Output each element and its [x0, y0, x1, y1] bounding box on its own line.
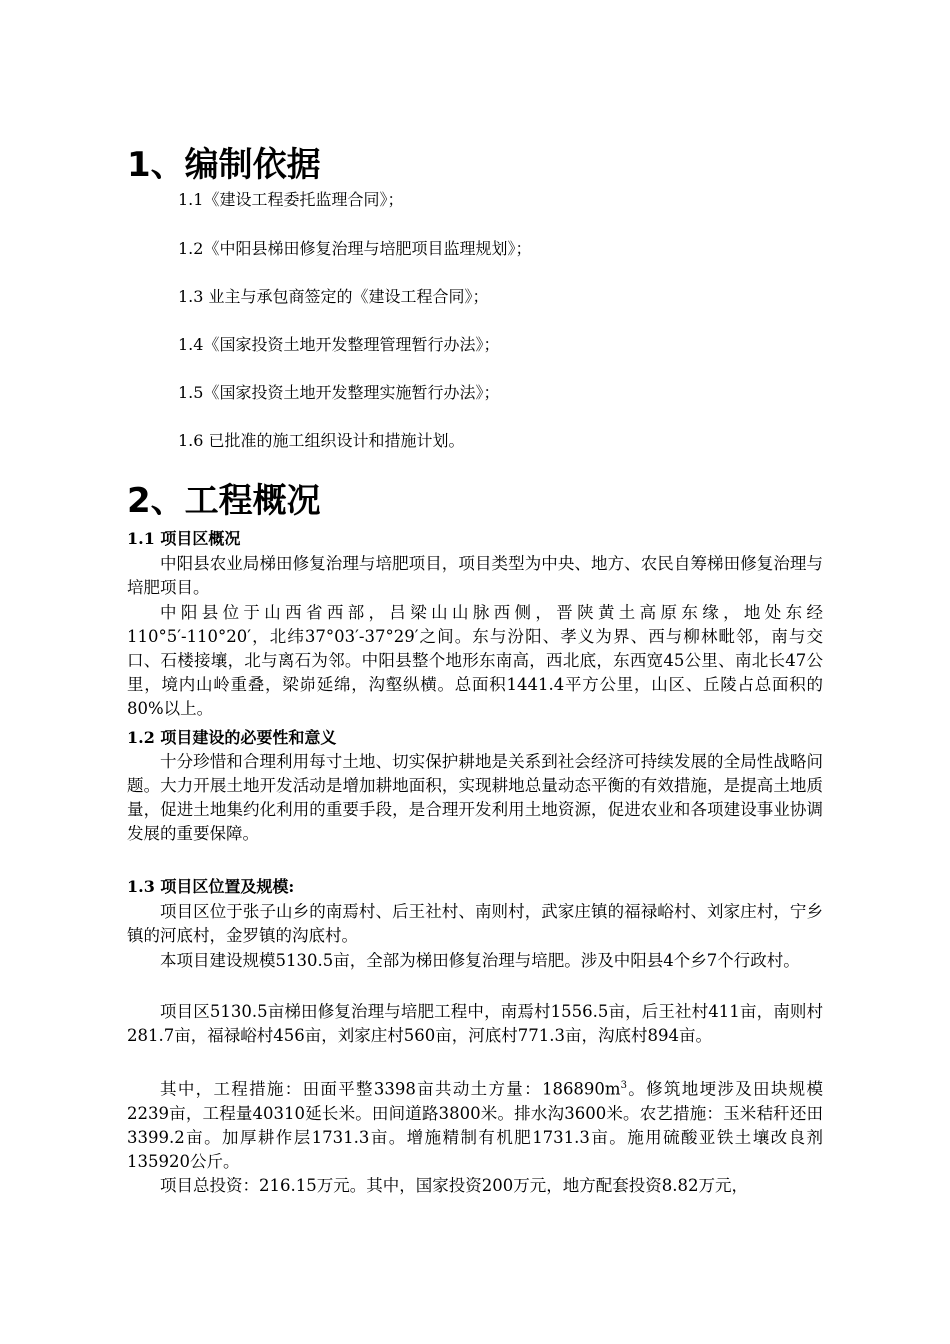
basis-item-1: 1.1《建设工程委托监理合同》；: [178, 190, 404, 209]
subsection-1-1-paragraph-2: 中阳县位于山西省西部，吕梁山山脉西侧，晋陕黄土高原东缘，地处东经110°5′-110°20′，北纬37°03′-37°29′之间。东与汾阳、孝义为界、西与柳林毗邻，南与交口、石楼接壤，北与离石为邻。中阳县整个地形东南高，西北底，东西宽45公里、南北长47公里，境内山岭重叠，梁峁延绵，沟壑纵横。总面积1441.4平方公里，山区、丘陵占总面积的80%以上。: [127, 603, 823, 718]
p4-superscript: 3: [620, 1080, 627, 1091]
basis-item-3: 1.3 业主与承包商签定的《建设工程合同》；: [178, 287, 489, 306]
p4-text-before: 其中，工程措施：田面平整3398亩共动土方量：186890m: [160, 1079, 621, 1099]
subsection-1-1-paragraph-1: 中阳县农业局梯田修复治理与培肥项目，项目类型为中央、地方、农民自筹梯田修复治理与培肥项目。: [127, 554, 823, 597]
subsection-1-3-paragraph-4: [127, 1074, 823, 1174]
subsection-1-3-paragraph-1: 项目区位于张子山乡的南焉村、后王社村、南则村，武家庄镇的福禄峪村、刘家庄村，宁乡镇的河底村，金罗镇的沟底村。: [127, 902, 823, 945]
subsection-1-2-heading: 1.2 项目建设的必要性和意义: [127, 728, 337, 747]
subsection-1-3-paragraph-3: 项目区5130.5亩梯田修复治理与培肥工程中，南焉村1556.5亩，后王社村411亩，南则村281.7亩，福禄峪村456亩，刘家庄村560亩，河底村771.3亩，沟底村894亩。: [127, 1002, 823, 1045]
subsection-1-3-heading: 1.3 项目区位置及规模:: [127, 877, 295, 896]
subsection-1-2-paragraph-1: 十分珍惜和合理利用每寸土地、切实保护耕地是关系到社会经济可持续发展的全局性战略问题。大力开展土地开发活动是增加耕地面积，实现耕地总量动态平衡的有效措施，是提高土地质量，促进土地集约化利用的重要手段，是合理开发利用土地资源，促进农业和各项建设事业协调发展的重要保障。: [127, 752, 823, 843]
basis-item-5: 1.5《国家投资土地开发整理实施暂行办法》；: [178, 383, 500, 402]
section-1-title: 1、编制依据: [127, 145, 321, 185]
subsection-1-3-paragraph-5: 项目总投资：216.15万元。其中，国家投资200万元，地方配套投资8.82万元，: [160, 1176, 748, 1195]
subsection-1-1-heading: 1.1 项目区概况: [127, 529, 241, 548]
section-2-title: 2、工程概况: [127, 481, 321, 521]
p4-text-after: 。修筑地埂涉及田块规模2239亩，工程量40310延长米。田间道路3800米。排水沟3600米。农艺措施：玉米秸秆还田3399.2亩。加厚耕作层1731.3亩。增施精制有机肥1731.3亩。施用硫酸亚铁土壤改良剂135920公斤。: [127, 1079, 824, 1171]
basis-item-2: 1.2《中阳县梯田修复治理与培肥项目监理规划》；: [178, 239, 532, 258]
subsection-1-3-paragraph-2: 本项目建设规模5130.5亩，全部为梯田修复治理与培肥。涉及中阳县4个乡7个行政村。: [160, 951, 800, 970]
basis-item-4: 1.4《国家投资土地开发整理管理暂行办法》；: [178, 335, 500, 354]
basis-item-6: 1.6 已批准的施工组织设计和措施计划。: [178, 431, 465, 450]
